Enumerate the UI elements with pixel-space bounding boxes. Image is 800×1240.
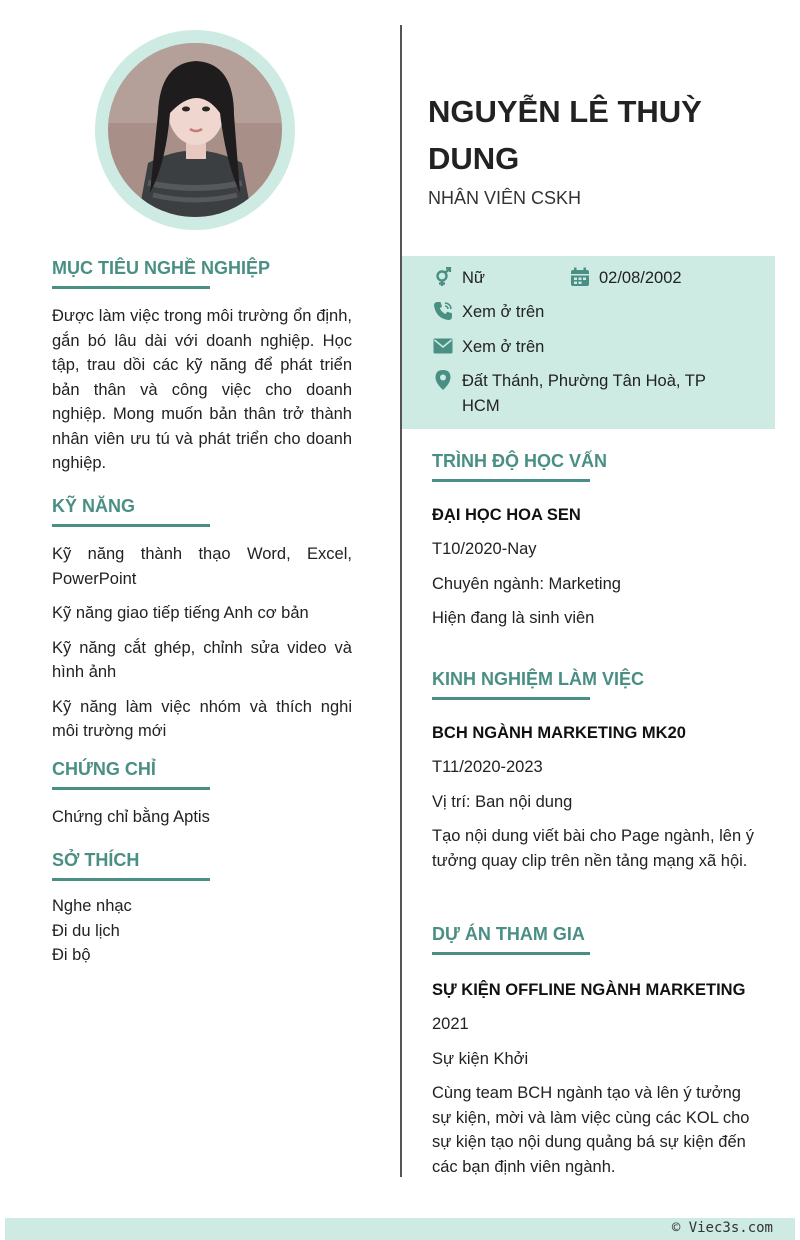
- birthday-value: 02/08/2002: [599, 269, 682, 287]
- education-title: TRÌNH ĐỘ HỌC VẤN: [432, 451, 762, 478]
- contact-phone: [432, 300, 544, 325]
- contact-gender: [432, 266, 485, 291]
- certificate-item: Chứng chỉ bằng Aptis: [52, 808, 210, 826]
- education-major: Chuyên ngành: Marketing: [432, 574, 621, 593]
- projects-title: DỰ ÁN THAM GIA: [432, 924, 762, 951]
- experience-org: BCH NGÀNH MARKETING MK20: [432, 724, 686, 742]
- experience-title: KINH NGHIỆM LÀM VIỆC: [432, 669, 762, 696]
- project-desc: Cùng team BCH ngành tạo và lên ý tưởng sự kiện, mời và làm việc cùng các KOL cho sự kiện tạo nội dung quảng bá sự kiện đến các bạn định viên ngành.: [432, 1084, 750, 1176]
- candidate-name: NGUYỄN LÊ THUỲ DUNG: [428, 94, 702, 176]
- projects-section: [432, 924, 762, 1179]
- skill-item: Kỹ năng thành thạo Word, Excel, PowerPoint: [52, 545, 352, 588]
- skill-item: Kỹ năng cắt ghép, chỉnh sửa video và hình ảnh: [52, 638, 352, 681]
- email-value: Xem ở trên: [462, 338, 545, 356]
- footer-bar: [5, 1218, 795, 1240]
- contact-email: [432, 335, 544, 360]
- experience-desc: Tạo nội dung viết bài cho Page ngành, lên ý tưởng quay clip trên nền tảng mạng xã hội.: [432, 827, 754, 870]
- project-year: 2021: [432, 1015, 469, 1033]
- experience-position: Vị trí: Ban nội dung: [432, 792, 573, 811]
- education-school: ĐẠI HỌC HOA SEN: [432, 506, 581, 524]
- hobby-item: Đi bộ: [52, 946, 91, 964]
- project-name: SỰ KIỆN OFFLINE NGÀNH MARKETING: [432, 981, 746, 999]
- project-event: Sự kiện Khởi: [432, 1049, 529, 1068]
- gender-value: Nữ: [462, 269, 485, 287]
- certificates-section: [52, 759, 352, 830]
- hobbies-section: [52, 850, 352, 968]
- contact-birthday: [569, 266, 682, 291]
- objective-text: Được làm việc trong môi trường ổn định, gắn bó lâu dài với doanh nghiệp. Học tập, trau dồi các kỹ năng để phát triển bản thân và công việc cho doanh nghiệp. Mong muốn bản thân trở thành nhân viên ưu tú và phát triển cho doanh nghiệp.: [52, 307, 352, 472]
- certificates-title: CHỨNG CHỈ: [52, 759, 352, 786]
- skill-item: Kỹ năng giao tiếp tiếng Anh cơ bản: [52, 604, 309, 622]
- contact-address: [432, 369, 732, 418]
- skills-title: KỸ NĂNG: [52, 496, 352, 523]
- objective-title: MỤC TIÊU NGHỀ NGHIỆP: [52, 258, 352, 285]
- email-icon: [432, 335, 454, 357]
- candidate-role: NHÂN VIÊN CSKH: [428, 188, 582, 208]
- gender-icon: [432, 266, 454, 288]
- experience-section: [432, 669, 762, 873]
- contact-panel: [402, 256, 775, 429]
- skills-section: [52, 496, 352, 744]
- phone-value: Xem ở trên: [462, 303, 545, 321]
- hobby-item: Nghe nhạc: [52, 897, 132, 915]
- location-icon: [432, 369, 454, 391]
- education-period: T10/2020-Nay: [432, 540, 537, 558]
- education-status: Hiện đang là sinh viên: [432, 609, 595, 627]
- skill-item: Kỹ năng làm việc nhóm và thích nghi môi trường mới: [52, 697, 352, 740]
- address-value: Đất Thánh, Phường Tân Hoà, TP HCM: [462, 372, 706, 415]
- hobbies-title: SỞ THÍCH: [52, 850, 352, 877]
- experience-period: T11/2020-2023: [432, 758, 543, 776]
- avatar: [108, 43, 282, 217]
- column-divider: [400, 25, 402, 1177]
- phone-icon: [432, 300, 454, 322]
- education-section: [432, 451, 762, 631]
- objective-section: [52, 258, 352, 476]
- hobby-item: Đi du lịch: [52, 921, 120, 940]
- calendar-icon: [569, 266, 591, 288]
- footer-watermark: © Viec3s.com: [671, 1220, 773, 1236]
